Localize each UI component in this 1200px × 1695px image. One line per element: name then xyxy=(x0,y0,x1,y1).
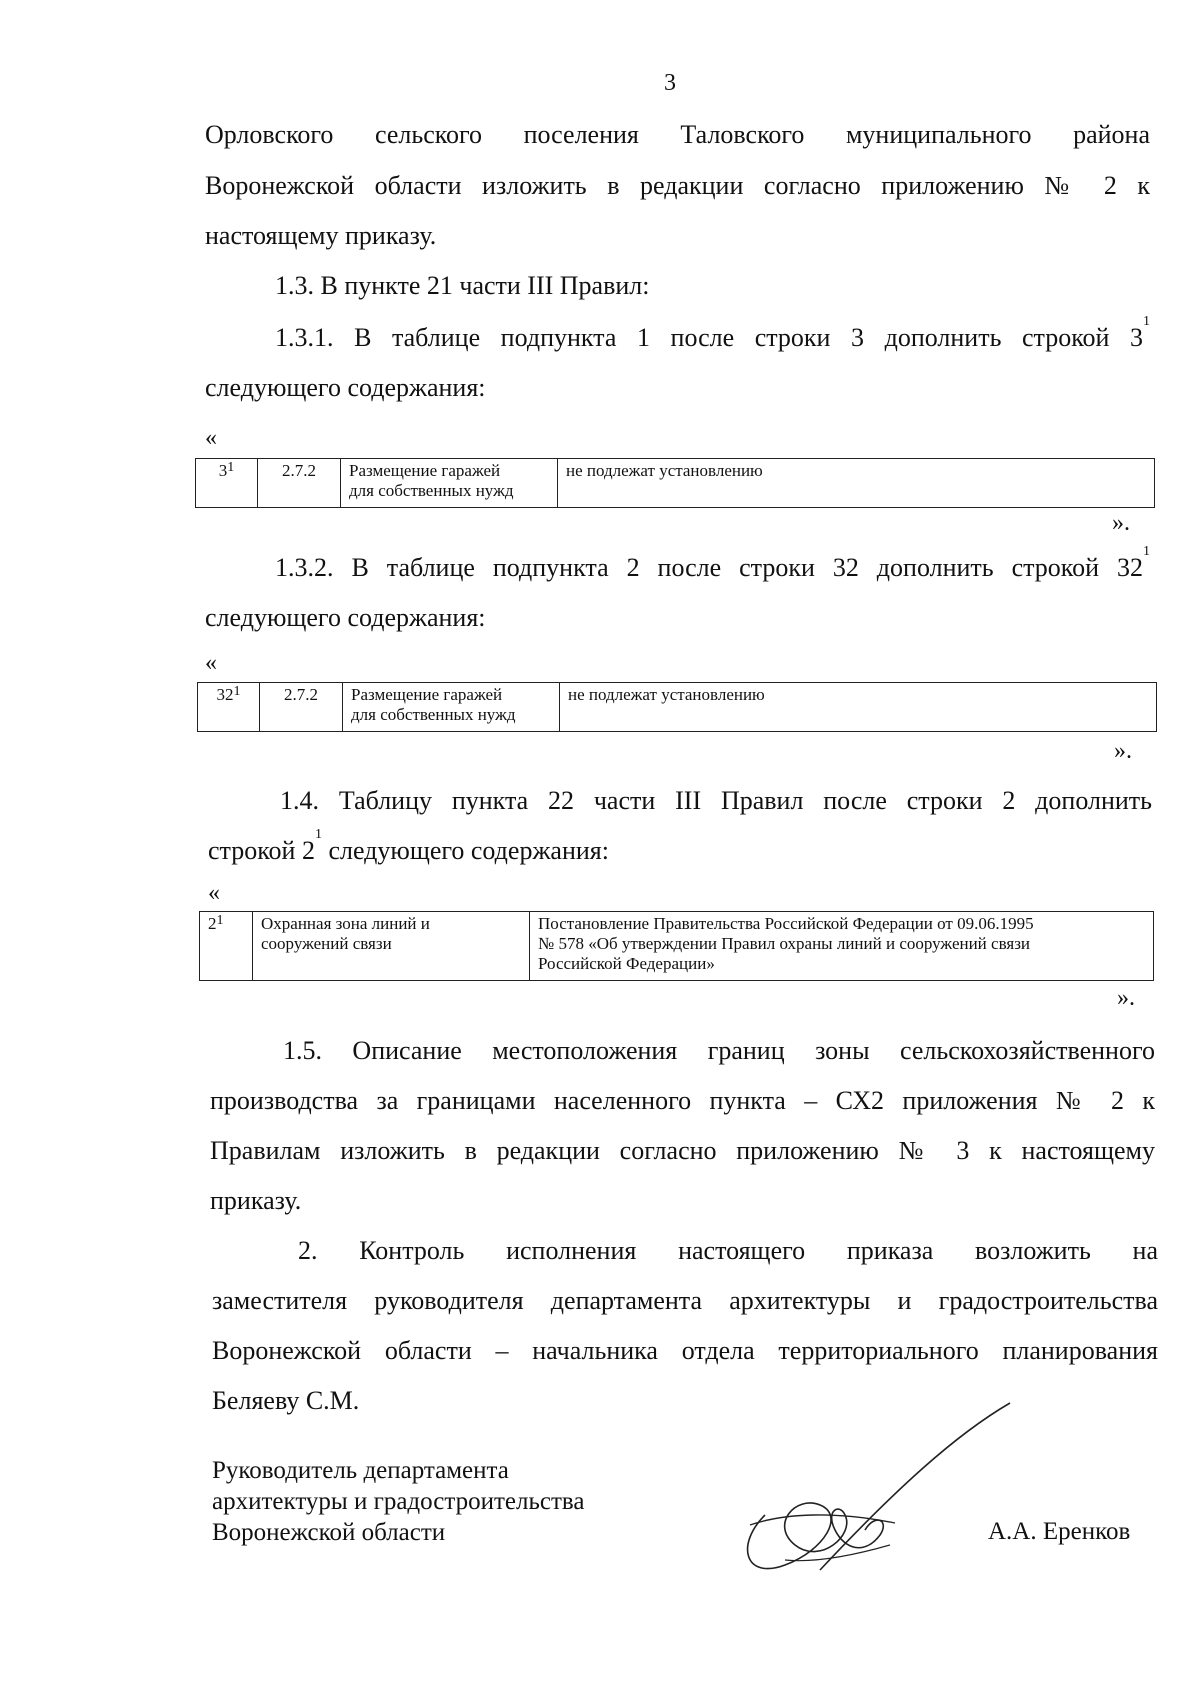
paragraph-1-3-2-line-1: 1.3.2. В таблице подпункта 2 после строки 32 дополнить строкой $32^1$ xyxy=(275,544,1150,582)
position-line-3: Воронежской области xyxy=(212,1519,446,1546)
row-number-cell: $32^1$ xyxy=(198,683,260,732)
paragraph-2-line-3: Воронежской области – начальника отдела территориального планирования xyxy=(212,1336,1158,1365)
paragraph-2-line-2: заместителя руководителя департамента архитектуры и градостроительства xyxy=(212,1286,1158,1315)
paragraph-2-line-4: Беляеву С.М. xyxy=(212,1386,360,1415)
page-number: 3 xyxy=(664,70,676,96)
quote-close: ». xyxy=(1117,985,1135,1011)
paragraph-1-5-line-4: приказу. xyxy=(210,1186,302,1215)
value-cell: не подлежат установлению xyxy=(560,683,1157,732)
paragraph-1-5-line-2: производства за границами населенного пункта – СХ2 приложения № 2 к xyxy=(210,1086,1155,1115)
paragraph-1-4-line-1: 1.4. Таблицу пункта 22 части III Правил после строки 2 дополнить xyxy=(280,786,1152,815)
name-cell: Размещение гаражей для собственных нужд xyxy=(341,459,558,508)
paragraph-1-5-line-3: Правилам изложить в редакции согласно приложению № 3 к настоящему xyxy=(210,1136,1155,1165)
intro-line-1: Орловского сельского поселения Таловского муниципального района xyxy=(205,120,1150,149)
table-row-32-1 xyxy=(197,682,1157,732)
position-line-1: Руководитель департамента xyxy=(212,1457,509,1484)
paragraph-1-5-line-1: 1.5. Описание местоположения границ зоны сельскохозяйственного xyxy=(283,1036,1155,1065)
paragraph-1-4-line-2: строкой $2^1$ следующего содержания: xyxy=(208,827,609,865)
quote-open: « xyxy=(205,425,217,451)
paragraph-1-3-1-line-2: следующего содержания: xyxy=(205,373,486,402)
paragraph-1-3-2-line-2: следующего содержания: xyxy=(205,603,486,632)
paragraph-1-3-1-line-1: 1.3.1. В таблице подпункта 1 после строки 3 дополнить строкой $3^1$ xyxy=(275,314,1150,352)
table-row xyxy=(196,459,1155,508)
row-number-cell: $2^1$ xyxy=(200,912,253,981)
intro-line-3: настоящему приказу. xyxy=(205,221,437,250)
paragraph-2-line-1: 2. Контроль исполнения настоящего приказа возложить на xyxy=(298,1236,1158,1265)
value-cell: Постановление Правительства Российской Федерации от 09.06.1995 № 578 «Об утверждении Правил охраны линий и сооружений связи Российской Федерации» xyxy=(530,912,1154,981)
paragraph-1-3: 1.3. В пункте 21 части III Правил: xyxy=(275,271,650,300)
handwritten-signature xyxy=(725,1395,1025,1585)
signer-name: А.А. Еренков xyxy=(988,1518,1131,1545)
quote-close: ». xyxy=(1114,738,1132,764)
quote-open: « xyxy=(208,880,220,906)
name-cell: Охранная зона линий и сооружений связи xyxy=(253,912,530,981)
intro-line-2: Воронежской области изложить в редакции согласно приложению № 2 к xyxy=(205,171,1150,200)
quote-open: « xyxy=(205,650,217,676)
table-row xyxy=(198,683,1157,732)
code-cell: 2.7.2 xyxy=(260,683,343,732)
table-row xyxy=(200,912,1154,981)
quote-close: ». xyxy=(1112,510,1130,536)
code-cell: 2.7.2 xyxy=(258,459,341,508)
table-row-3-1 xyxy=(195,458,1155,508)
table-row-2-1 xyxy=(199,911,1154,981)
value-cell: не подлежат установлению xyxy=(558,459,1155,508)
name-cell: Размещение гаражей для собственных нужд xyxy=(343,683,560,732)
row-number-cell: $3^1$ xyxy=(196,459,258,508)
position-line-2: архитектуры и градостроительства xyxy=(212,1488,585,1515)
signature-block xyxy=(212,1455,584,1548)
